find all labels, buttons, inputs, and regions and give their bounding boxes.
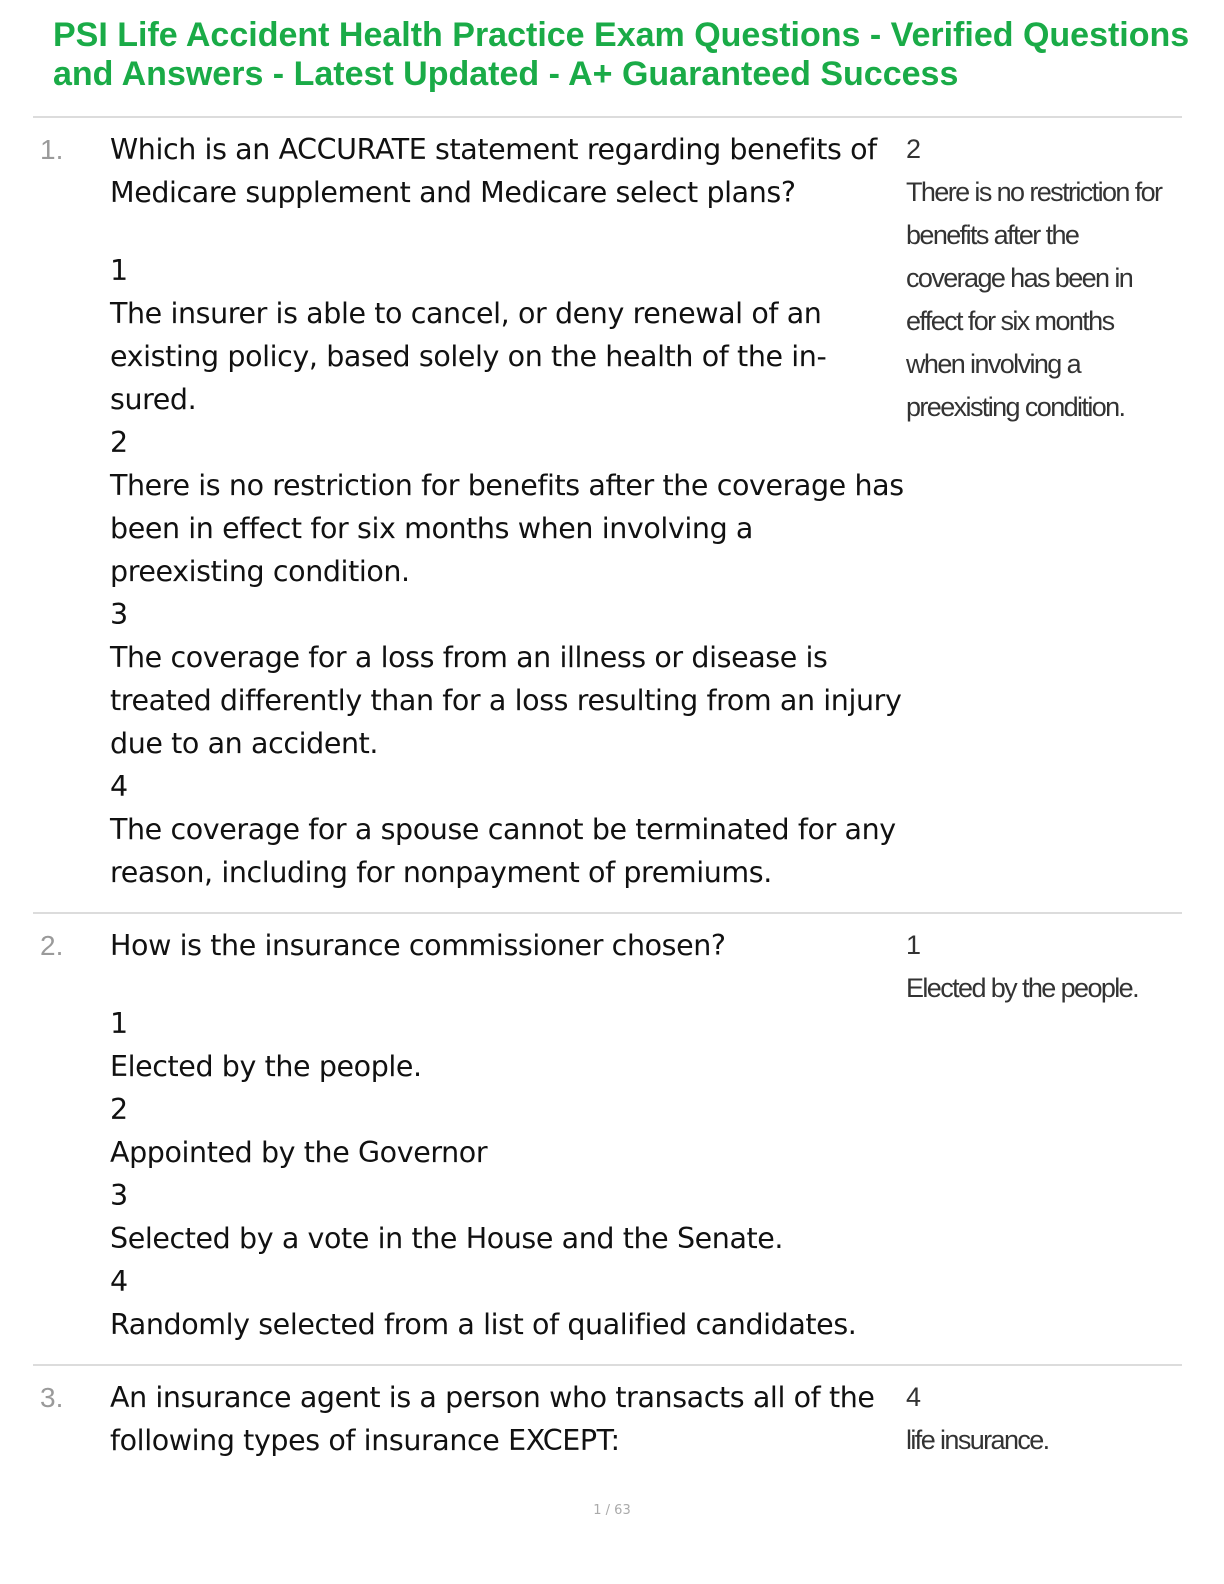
option-text: There is no restriction for benefits after the coverage has been in effect for six months when involving a preexisting condition. — [110, 469, 904, 588]
question-text: How is the insurance commissioner chosen? — [110, 929, 726, 962]
divider — [33, 116, 1182, 118]
option-text: The coverage for a spouse cannot be terminated for any reason, including for nonpayment of premiums. — [110, 813, 896, 889]
document-title: PSI Life Accident Health Practice Exam Questions - Verified Questions and Answers - Latest Updated - A+ Guaranteed Success — [53, 16, 1190, 93]
option-number: 1 — [110, 254, 128, 287]
option-number: 1 — [110, 1007, 128, 1040]
answer-text: Elected by the people. — [906, 973, 1138, 1003]
option-number: 4 — [110, 1265, 128, 1298]
divider — [33, 1364, 1182, 1366]
option-number: 3 — [110, 1179, 128, 1212]
divider — [33, 912, 1182, 914]
question-body — [110, 128, 905, 894]
question-number: 2. — [40, 930, 64, 961]
page-indicator: 1 / 63 — [593, 1503, 631, 1518]
question-text: Which is an ACCURATE statement regarding benefits of Medicare supplement and Medicare select plans? — [110, 133, 877, 209]
question-body — [110, 1376, 905, 1462]
answer-number: 1 — [906, 930, 920, 960]
option-text: Selected by a vote in the House and the Senate. — [110, 1222, 784, 1255]
option-text: Randomly selected from a list of qualified candidates. — [110, 1308, 857, 1341]
option-text: The coverage for a loss from an illness or disease is treated differently than for a loss resulting from an injury due to an accident. — [110, 641, 902, 760]
answer-text: There is no restriction for benefits after the coverage has been in effect for six months when involving a preexisting condition. — [906, 177, 1162, 422]
answer-panel — [906, 924, 1176, 1010]
option-number: 4 — [110, 770, 128, 803]
answer-panel — [906, 1376, 1176, 1462]
answer-text: life insurance. — [906, 1425, 1049, 1455]
question-number: 3. — [40, 1382, 64, 1413]
option-number: 3 — [110, 598, 128, 631]
question-body — [110, 924, 905, 1346]
answer-number: 4 — [906, 1382, 920, 1412]
option-text: Elected by the people. — [110, 1050, 422, 1083]
question-text: An insurance agent is a person who transacts all of the following types of insurance EXCEPT: — [110, 1381, 875, 1457]
question-number: 1. — [40, 134, 64, 165]
option-text: The insurer is able to cancel, or deny renewal of an existing policy, based solely on the health of the in-sured. — [110, 297, 827, 416]
answer-panel — [906, 128, 1176, 429]
option-text: Appointed by the Governor — [110, 1136, 488, 1169]
answer-number: 2 — [906, 134, 920, 164]
option-number: 2 — [110, 426, 128, 459]
option-number: 2 — [110, 1093, 128, 1126]
